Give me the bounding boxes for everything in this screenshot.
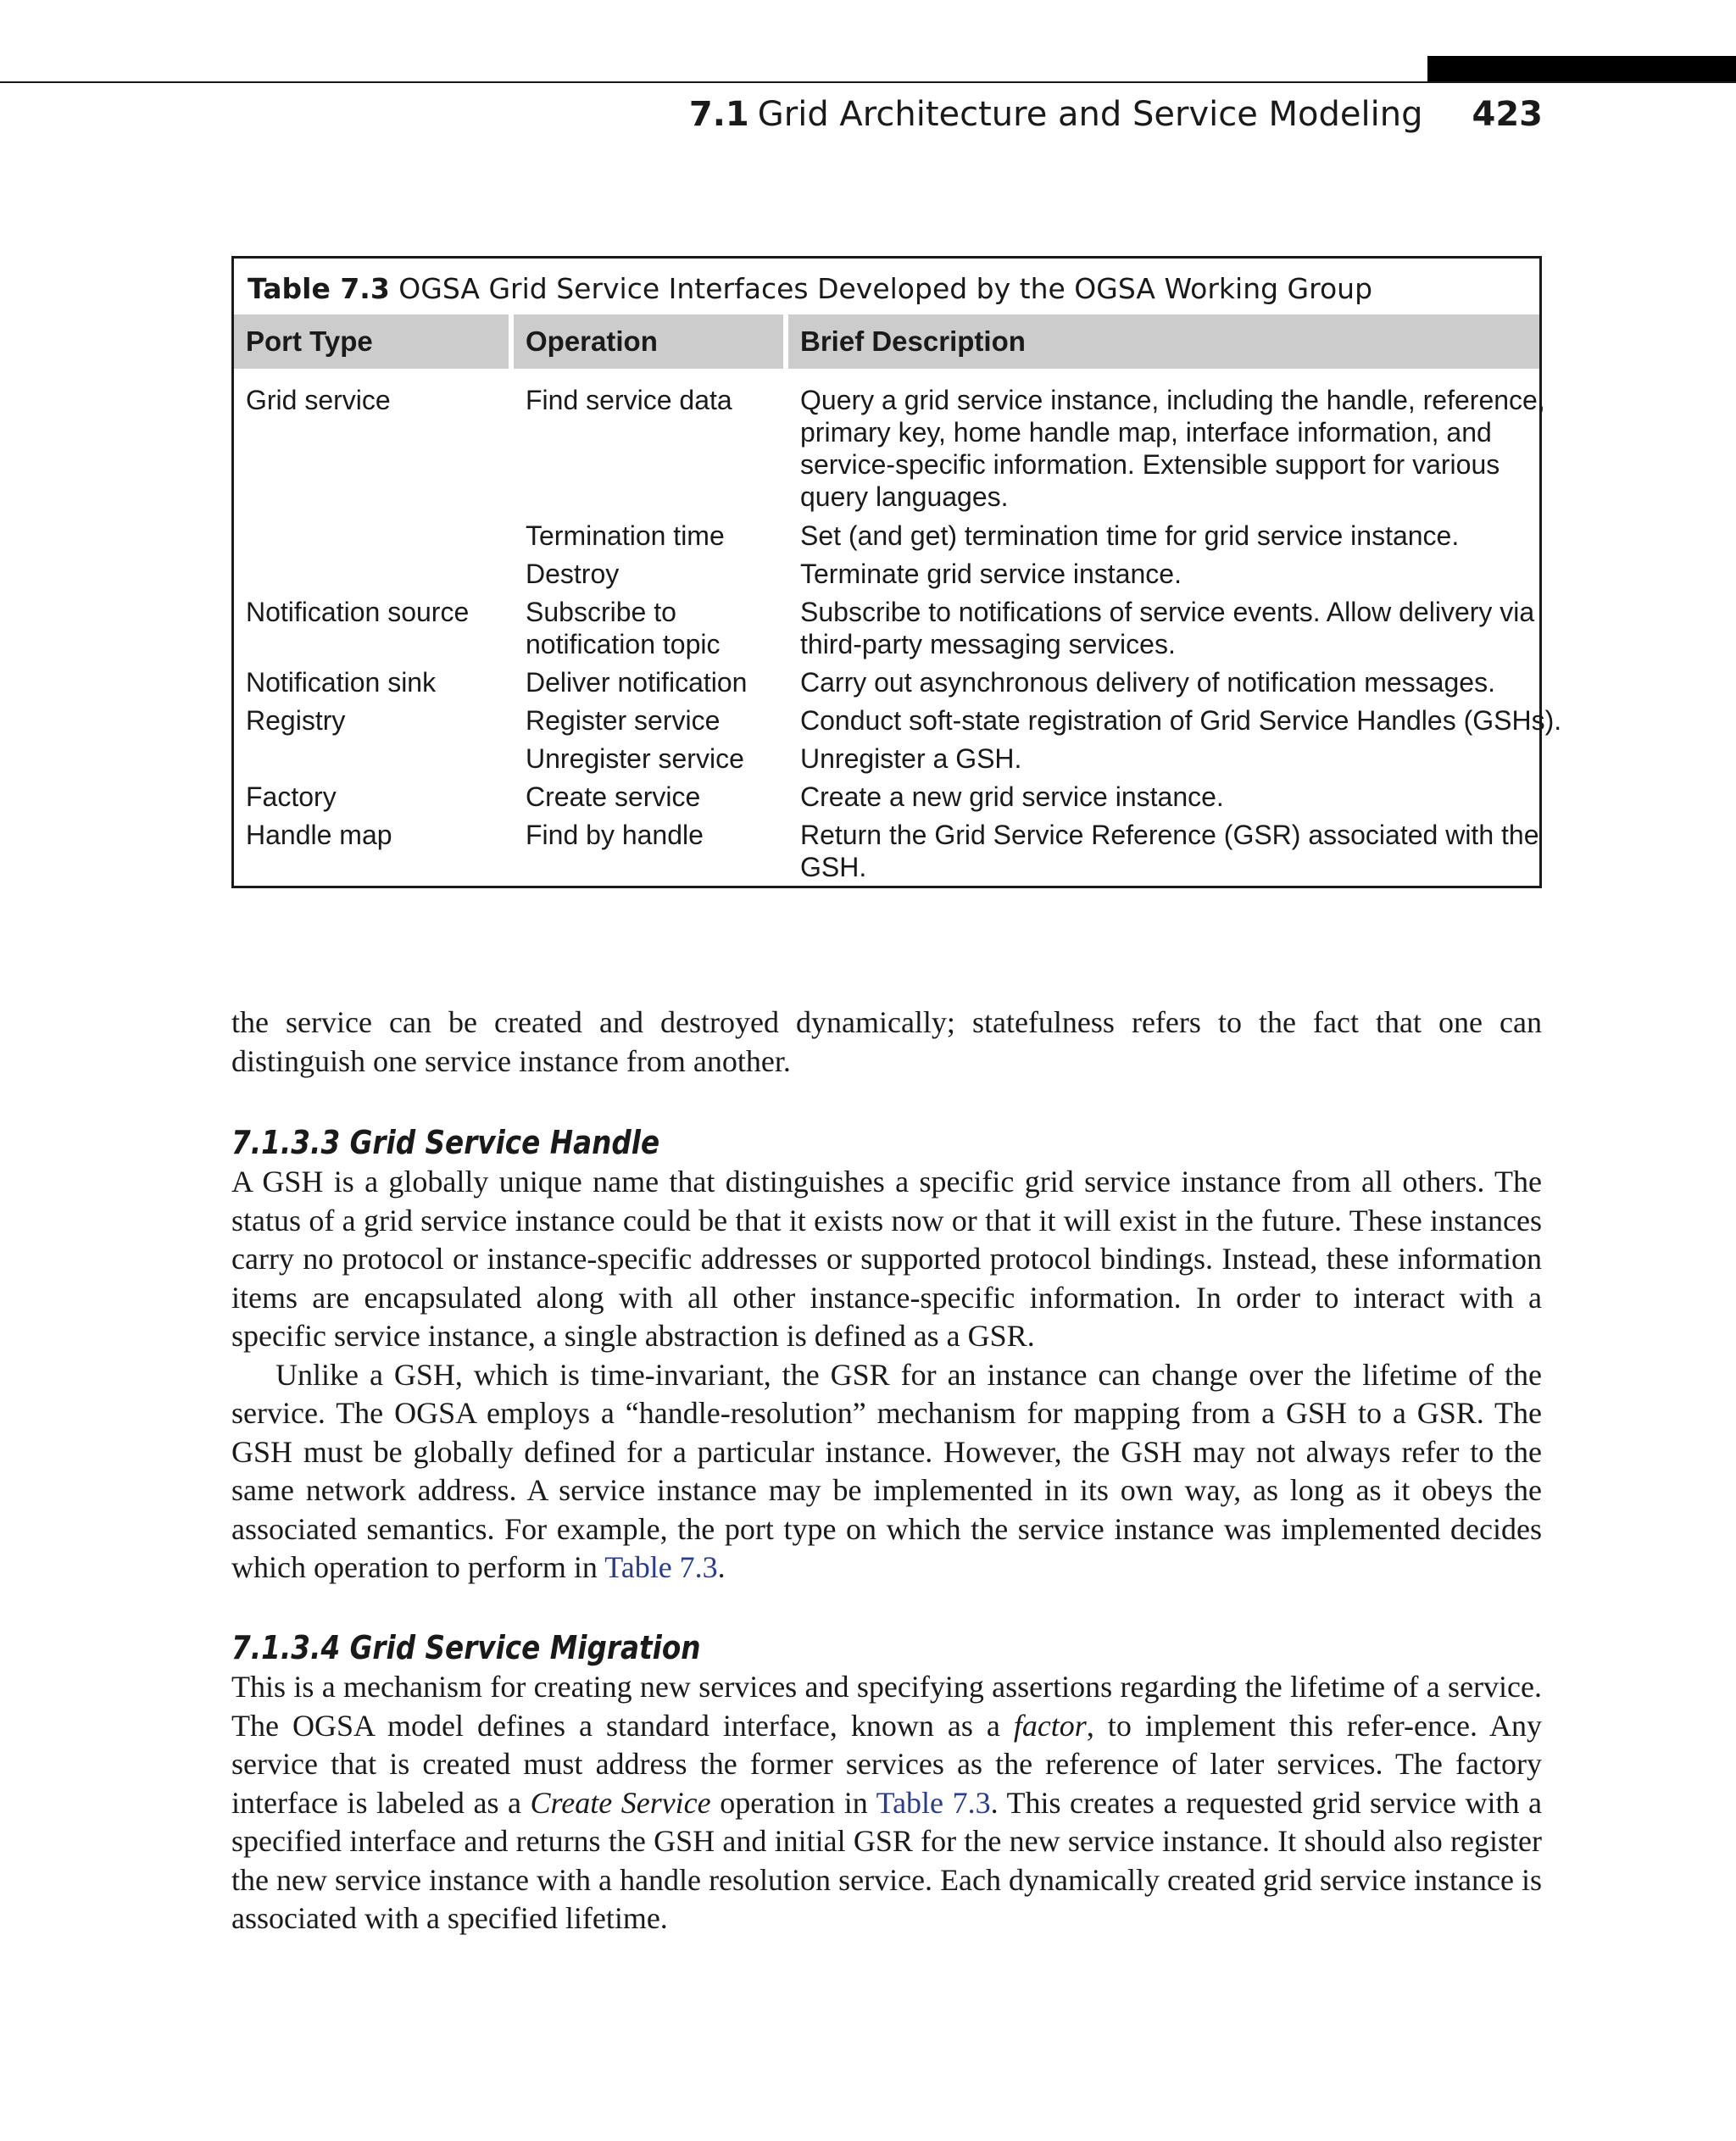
cell-description [788, 781, 1539, 813]
cell-line: Return the Grid Service Reference (GSR) associated with the [800, 820, 1539, 850]
table-row [234, 781, 1539, 813]
cell-operation [514, 558, 788, 590]
cell-line: Conduct soft-state registration of Grid Service Handles (GSHs). [800, 705, 1562, 736]
cell-line: primary key, home handle map, interface information, and [800, 417, 1492, 448]
cell-operation [514, 596, 788, 660]
cell-line: Unregister a GSH. [800, 743, 1022, 774]
table-header-row [234, 314, 1539, 369]
cell-line: Grid service [246, 385, 391, 415]
section-grid-service-handle [231, 1163, 1542, 1588]
table-body [234, 384, 1562, 889]
gsh-p2-text: Unlike a GSH, which is time-invariant, the GSR for an instance can change over the lifetime of the service. The OGSA employs a “handle-resolution” mechanism for mapping from a GSH to a GSR. The GSH must be globally defined for a particular instance. However, the GSH may not always refer to the same network address. A service instance may be implemented in its own way, as long as it obeys the associated semantics. For example, the port type on which the service instance was implemented decides which operation to perform in [231, 1357, 1542, 1584]
header-port-type: Port Type [234, 314, 509, 369]
migration-em-factor: factor [1013, 1708, 1087, 1743]
cell-line: Register service [526, 705, 721, 736]
cell-description [788, 819, 1539, 883]
cell-line: service-specific information. Extensible support for various [800, 449, 1500, 480]
cell-line: Notification sink [246, 667, 437, 698]
cell-line: third-party messaging services. [800, 629, 1176, 659]
cell-line: Deliver notification [526, 667, 748, 698]
cell-line: query languages. [800, 481, 1009, 512]
migration-paragraph [231, 1668, 1542, 1938]
running-head-section: 7.1 [688, 95, 749, 134]
section-grid-service-migration [231, 1668, 1542, 1938]
migration-em-create-service: Create Service [530, 1785, 711, 1820]
table-caption [248, 272, 1372, 305]
cell-operation [514, 666, 788, 698]
intro-text: the service can be created and destroyed dynamically; statefulness refers to the fact that one can distinguish one service instance from another. [231, 1005, 1542, 1078]
cell-line: Handle map [246, 820, 392, 850]
section-heading-grid-service-handle: 7.1.3.3 Grid Service Handle [231, 1124, 660, 1161]
migration-text-d: . This creates a requested grid service with a specified interface and returns the GSH and initial GSR for the new service instance. It should also register the new service instance with a handle resolution service. Each dynamically created grid service instance is associated with a specified lifetime. [231, 1785, 1543, 1935]
cell-line: Carry out asynchronous delivery of notification messages. [800, 667, 1495, 698]
intro-paragraph [231, 1004, 1542, 1081]
cell-operation [514, 520, 788, 552]
cell-line: GSH. [800, 852, 867, 882]
cell-description [788, 384, 1545, 513]
cell-description [788, 742, 1539, 775]
page-number: 423 [1472, 95, 1543, 134]
header-tab-bar [1427, 56, 1736, 81]
cell-line: Subscribe to notifications of service events. Allow delivery via [800, 597, 1535, 627]
table-7-3-link[interactable]: Table 7.3 [604, 1550, 718, 1584]
cell-description [788, 558, 1539, 590]
cell-port-type [234, 742, 514, 775]
cell-port-type [234, 819, 514, 883]
cell-line: Unregister service [526, 743, 744, 774]
table-row [234, 742, 1539, 775]
cell-line: Destroy [526, 559, 620, 589]
table-row [234, 558, 1539, 590]
table-7-3 [231, 256, 1562, 888]
cell-operation [514, 704, 788, 737]
table-row [234, 384, 1545, 513]
cell-port-type [234, 704, 514, 737]
cell-operation [514, 384, 788, 513]
cell-line: Set (and get) termination time for grid service instance. [800, 520, 1460, 551]
section-heading-grid-service-migration: 7.1.3.4 Grid Service Migration [231, 1629, 701, 1666]
cell-line: Query a grid service instance, including the handle, reference, [800, 385, 1545, 415]
table-row [234, 666, 1539, 698]
table-7-3-link-2[interactable]: Table 7.3 [876, 1785, 991, 1820]
cell-port-type [234, 666, 514, 698]
header-rule [0, 81, 1736, 83]
table-caption-label: Table 7.3 [248, 272, 390, 305]
cell-operation [514, 742, 788, 775]
cell-line: Create a new grid service instance. [800, 781, 1224, 812]
gsh-p2-end: . [717, 1550, 726, 1584]
header-brief-description: Brief Description [788, 314, 1539, 369]
table-caption-text: OGSA Grid Service Interfaces Developed by the OGSA Working Group [398, 272, 1373, 305]
cell-description [788, 666, 1539, 698]
table-row [234, 819, 1539, 883]
cell-operation [514, 781, 788, 813]
cell-description [788, 704, 1562, 737]
cell-port-type [234, 384, 514, 513]
cell-port-type [234, 520, 514, 552]
cell-description [788, 520, 1539, 552]
cell-line: Registry [246, 705, 346, 736]
gsh-paragraph-1: A GSH is a globally unique name that distinguishes a specific grid service instance from all others. The status of a grid service instance could be that it exists now or that it will exist in the future. These instances carry no protocol or instance-specific addresses or supported protocol bindings. Instead, these information items are encapsulated along with all other instance-specific information. In order to interact with a specific service instance, a single abstraction is defined as a GSR. [231, 1165, 1542, 1353]
cell-port-type [234, 781, 514, 813]
cell-port-type [234, 558, 514, 590]
cell-line: Factory [246, 781, 337, 812]
cell-line: notification topic [526, 629, 721, 659]
cell-operation [514, 819, 788, 883]
cell-line: Find service data [526, 385, 732, 415]
migration-text-c: operation in [710, 1785, 876, 1820]
migration-text-a: This is a mechanism for creating new services and specifying assertions regarding the lifetime of a service. The OGSA model defines a standard interface, known as a [231, 1670, 1542, 1743]
cell-line: Termination time [526, 520, 725, 551]
cell-line: Terminate grid service instance. [800, 559, 1182, 589]
cell-line: Create service [526, 781, 701, 812]
table-row [234, 520, 1539, 552]
running-head-title: Grid Architecture and Service Modeling [757, 95, 1423, 134]
cell-line: Notification source [246, 597, 470, 627]
table-row [234, 704, 1562, 737]
running-head [689, 95, 1543, 134]
gsh-paragraph-2 [231, 1356, 1542, 1588]
migration-text-b: , to implement this refer-ence. Any service that is created must address the former services as the reference of later services. The factory interface is labeled as a [231, 1708, 1542, 1820]
cell-line: Find by handle [526, 820, 704, 850]
cell-line: Subscribe to [526, 597, 676, 627]
header-operation: Operation [514, 314, 783, 369]
cell-description [788, 596, 1539, 660]
cell-port-type [234, 596, 514, 660]
table-row [234, 596, 1539, 660]
